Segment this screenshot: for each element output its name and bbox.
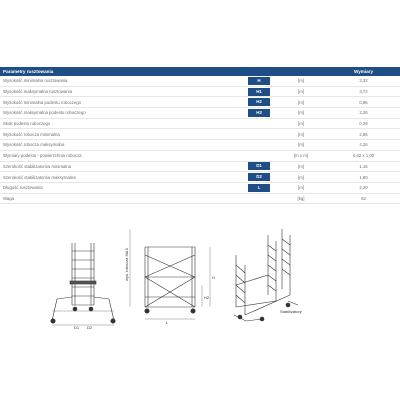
label-d2: D2 — [87, 325, 93, 330]
table-row — [0, 76, 400, 86]
parameter-name: Skok podestu roboczego — [0, 118, 243, 129]
parameter-name: Wymiary podestu - powierzchnia robocza — [0, 150, 243, 161]
parameter-value: 2,86 — [327, 129, 400, 140]
parameter-symbol-cell — [243, 86, 275, 97]
parameter-value: 3,72 — [327, 86, 400, 97]
table-row — [0, 193, 400, 204]
parameter-symbol-cell — [243, 140, 275, 151]
parameter-symbol-cell — [243, 76, 275, 86]
parameter-symbol-badge: L — [248, 184, 270, 192]
parameter-name: Wysokość minimalna rusztowania — [0, 76, 243, 86]
table-row — [0, 182, 400, 193]
label-l: L — [166, 320, 169, 325]
parameter-unit: [m] — [275, 97, 327, 108]
table-row — [0, 172, 400, 183]
parameter-symbol-cell — [243, 108, 275, 119]
parameter-symbol-badge: D1 — [248, 162, 270, 170]
parameter-value: 2,26 — [327, 108, 400, 119]
parameter-symbol-cell — [243, 97, 275, 108]
parameter-symbol-badge: H — [248, 77, 270, 85]
parameter-unit: [m] — [275, 76, 327, 86]
parameter-value: 1,80 — [327, 172, 400, 183]
header-unit — [275, 67, 327, 76]
label-max-height: wys. robocza MAX — [124, 247, 129, 281]
table-row — [0, 97, 400, 108]
scaffold-technical-drawing — [0, 225, 400, 330]
label-d1: D1 — [74, 325, 80, 330]
parameter-symbol-cell — [243, 193, 275, 204]
parameter-value: 62 — [327, 193, 400, 204]
label-h2: H2 — [204, 295, 210, 300]
parameter-unit: [kg] — [275, 193, 327, 204]
parameter-symbol-cell — [243, 118, 275, 129]
parameter-unit: [m x m] — [275, 150, 327, 161]
parameter-value: 0,86 — [327, 97, 400, 108]
parameter-name: Wysokość robocza minimalna — [0, 129, 243, 140]
parameter-name: Wysokość robocza maksymalna — [0, 140, 243, 151]
header-parameters: Parametry rusztowania — [0, 67, 243, 76]
parameter-symbol-cell — [243, 172, 275, 183]
parameter-symbol-badge: H1 — [248, 88, 270, 96]
parameter-name: Waga — [0, 193, 243, 204]
table-row — [0, 129, 400, 140]
table-row — [0, 161, 400, 172]
header-dimensions: Wymiary — [327, 67, 400, 76]
parameter-value: 1,16 — [327, 161, 400, 172]
label-stabilizer: Stabilizatory — [280, 309, 302, 314]
table-row — [0, 150, 400, 161]
table-row — [0, 108, 400, 119]
parameter-symbol-cell — [243, 161, 275, 172]
table-row — [0, 118, 400, 129]
parameter-symbol-cell — [243, 182, 275, 193]
parameter-symbol-cell — [243, 150, 275, 161]
scaffold-parameters-table — [0, 67, 400, 204]
parameter-unit: [m] — [275, 86, 327, 97]
parameter-unit: [m] — [275, 140, 327, 151]
parameter-name: Szerokość stabilizatorów minimalna — [0, 161, 243, 172]
parameter-symbol-badge: H2 — [248, 98, 270, 106]
parameter-name: Wysokość maksymalna podestu roboczego — [0, 108, 243, 119]
parameter-unit: [m] — [275, 182, 327, 193]
parameter-unit: [m] — [275, 172, 327, 183]
label-h: H — [212, 275, 215, 280]
parameter-name: Wysokość minimalna podestu roboczego — [0, 97, 243, 108]
parameter-value: 0,28 — [327, 118, 400, 129]
parameter-symbol-cell — [243, 129, 275, 140]
drawing-labels — [0, 225, 400, 330]
parameter-value: 2,20 — [327, 182, 400, 193]
parameter-symbol-badge: H3 — [248, 109, 270, 117]
parameter-name: Długość rusztowania — [0, 182, 243, 193]
table-header-row — [0, 67, 400, 76]
parameter-unit: [m] — [275, 129, 327, 140]
parameter-name: Szerokość stabilizatorów maksymalna — [0, 172, 243, 183]
parameter-value: 0,62 x 1,00 — [327, 150, 400, 161]
parameter-unit: [m] — [275, 161, 327, 172]
table-row — [0, 86, 400, 97]
parameter-unit: [m] — [275, 118, 327, 129]
table-row — [0, 140, 400, 151]
parameter-value: 4,26 — [327, 140, 400, 151]
parameter-unit: [m] — [275, 108, 327, 119]
parameter-symbol-badge: D2 — [248, 173, 270, 181]
header-symbol — [243, 67, 275, 76]
parameter-value: 2,32 — [327, 76, 400, 86]
parameter-name: Wysokość maksymalna rusztowania — [0, 86, 243, 97]
